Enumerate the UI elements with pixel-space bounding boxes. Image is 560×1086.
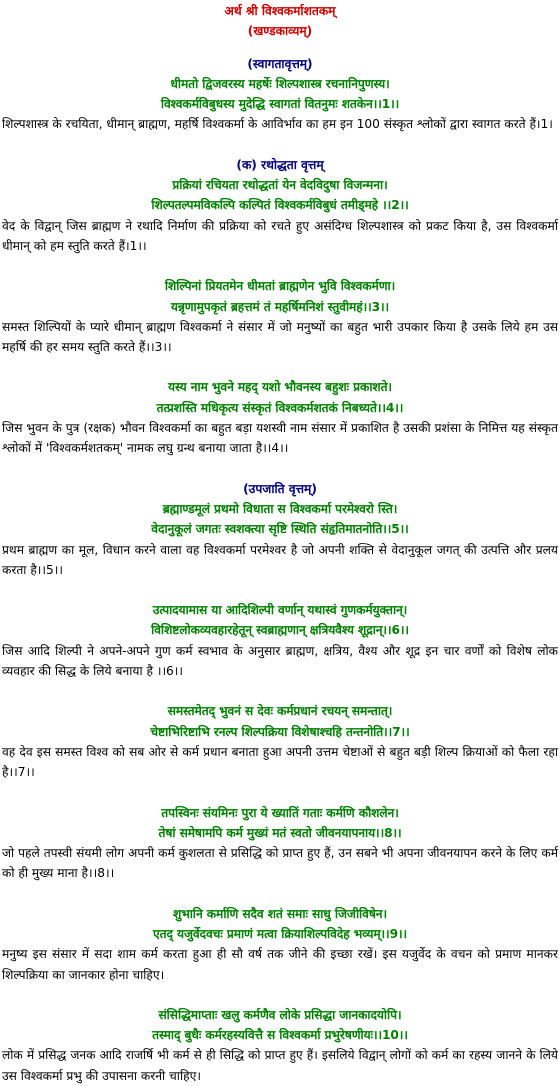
verse-line: विशिष्टलोकव्यवहारहेतून् स्वब्राह्मणान् क्षत्रियवैश्य शूद्रान्।।6।। <box>151 623 409 638</box>
verse-meaning: वेद के विद्वान् जिस ब्राह्मण ने रथादि निर्माण की प्रक्रिया को रचते हुए असंदिग्ध शिल्पशास्त्र को प्रकट किया है, उस विश्वकर्मा धीमान् को हम स्तुति करते हैं।1।। <box>2 218 558 253</box>
verse-line: शुभानि कर्माणि सदैव शतं समाः साधु जिजीविषेन। <box>173 906 387 921</box>
meter-heading: (स्वागतावृत्तम्) <box>247 56 313 71</box>
verse-meaning: जिस भुवन के पुत्र (रक्षक) भौवन विश्वकर्मा का बहुत बड़ा यशस्वी नाम संसार में प्रकाशित है उसकी प्रशंसा के निमित्त यह संस्कृत श्लोकों में 'विश्वकर्मशतकम्' नामक लघु ग्रन्थ बनाया जाता है।।4।। <box>2 421 558 456</box>
verse-line: उत्पादयामास या आदिशिल्पी वर्णान् यथास्वं गुणकर्मयुक्तान्। <box>152 603 408 618</box>
verse-meaning: समस्त शिल्पियों के प्यारे धीमान् ब्राह्मण विश्वकर्मा ने संसार में जो मनुष्यों का बहुत भारी उपकार किया है उसके लिये हम उस महर्षि की हर समय स्तुति करते हैं।।3।। <box>2 319 558 355</box>
meter-heading: (उपजाति वृत्तम्) <box>243 481 317 496</box>
verse-meaning: प्रथम ब्राह्मण का मूल, विधान करने वाला वह विश्वकर्मा परमेश्वर है जो अपनी शक्ति से वेदानुकूल जगत् की उत्पत्ति और प्रलय करता है।।5।। <box>2 542 558 577</box>
verse-line: एतद् यजुर्वेदवचः प्रमाणं मत्वा क्रियाशिल्पविदेह भव्यम्।।9।। <box>152 926 407 941</box>
verse-line: चेष्टाभिरिष्टाभि रनल्प शिल्पक्रिया विशेषाश्चहि तन्तनोति।।7।। <box>150 724 410 739</box>
verse-line: तत्प्रशस्ति मधिकृत्य संस्कृतं विश्वकर्मशतकं निबध्यते।।4।। <box>156 400 404 415</box>
verse-line: शिल्पिनां प्रियतमेन धीमतां ब्राह्मणेन भुवि विश्वकर्मणा। <box>164 279 396 294</box>
verse-line: संसिद्धिमाप्ताः खलु कर्मणैव लोके प्रसिद्धा जानकादयोपि। <box>158 1007 402 1022</box>
verse-line: तस्माद् बुधैः कर्मरहस्यवित्तै स विश्वकर्मा प्रभुरेषणीयः।।10।। <box>152 1028 408 1043</box>
verse-block-7 <box>0 701 560 782</box>
verse-line: वेदानुकूलं जगतः स्वशक्त्या सृष्टि स्थिति संहृतिमातनोति।।5।। <box>151 522 409 537</box>
verse-line: धीमतो द्विजवरस्य महर्षेः शिल्पशास्त्र रचनानिपुणस्य। <box>170 76 390 91</box>
verse-block-8 <box>0 803 560 884</box>
verse-line: समस्तमेतद् भुवनं स देवः कर्मप्रधानं रचयन् समन्तात्। <box>167 704 393 719</box>
document-subtitle: (खण्डकाव्यम्) <box>247 24 313 39</box>
verse-line: ब्रह्माण्डमूलं प्रथमो विधाता स विश्वकर्मा परमेश्वरो स्ति। <box>162 501 398 516</box>
verse-meaning: शिल्पशास्त्र के रचयिता, धीमान् ब्राह्मण, महर्षि विश्वकर्मा के आविर्भाव का हम इन 100 संस्कृत श्लोकों द्वारा स्वागत करते हैं।1। <box>2 117 553 132</box>
verse-block-4 <box>0 377 560 458</box>
verse-line: प्रक्रियां रचियता रथोद्धतां येन वेदविदुषा विजन्मना। <box>172 178 388 193</box>
verse-line: यस्य नाम भुवने महद् यशो भौवनस्य बहुशः प्रकाशते। <box>168 380 392 395</box>
verse-block-2 <box>0 155 560 256</box>
verse-block-5 <box>0 479 560 580</box>
verse-line: विश्वकर्मविबुधस्य मुदेद्धि स्वागतां वितनुमः शतकेन।।1।। <box>160 97 400 112</box>
meter-heading: (क) रथोद्धता वृत्तम् <box>236 157 324 172</box>
verse-meaning: जिस आदि शिल्पी ने अपने-अपने गुण कर्म स्वभाव के अनुसार ब्राह्मण, क्षत्रिय, वैश्य और शूद्र इन चार वर्णों को विशेष लोक व्यवहार की सिद्ध के लिये बनाया है ।।6।। <box>2 643 558 679</box>
verse-block-1 <box>0 54 560 135</box>
verse-meaning: मनुष्य इस संसार में सदा शाम कर्म करता हुआ ही सौ वर्ष तक जीने की इच्छा रखें। इस यजुर्वेद के वचन को प्रमाण मानकर शिल्पक्रिया का जानकार होना चाहिए। <box>2 947 558 982</box>
verse-block-3 <box>0 276 560 357</box>
verse-block-10 <box>0 1005 560 1086</box>
document-title: अर्थ श्री विश्वकर्माशतकम् <box>224 4 336 18</box>
verse-line: तपस्विनः संयमिनः पुरा ये ख्यातिं गताः कर्मणि कौशलेन। <box>161 805 399 820</box>
verse-meaning: लोक में प्रसिद्ध जनक आदि राजर्षि भी कर्म से ही सिद्धि को प्राप्त हुए हैं। इसलिये विद्वान् लोगों को कर्म का रहस्य जानने के लिये उस विश्वकर्मा प्रभु की उपासना करनी चाहिए। <box>2 1048 558 1083</box>
verse-line: यन्नृणामुपकृतं ब्रहत्तमं तं महर्षिमनिशं स्तुवीमहं।।3।। <box>170 299 390 314</box>
verse-meaning: वह देव इस समस्त विश्व को सब ओर से कर्म प्रधान बनाता हुआ अपनी उत्तम चेष्टाओं से बहुत बड़ी शिल्प क्रियाओं को फैला रहा है।।7।। <box>2 744 558 780</box>
verse-line: शिल्पतल्पमविकल्पि कल्पितं विश्वकर्मविबुधं तमीड्महे ।।2।। <box>151 198 409 213</box>
verse-meaning: जो पहले तपस्वी संयमी लोग अपनी कर्म कुशलता से प्रसिद्धि को प्राप्त हुए हैं, उन सबने भी अपना जीवनयापन करने के लिए कर्म को ही मुख्य माना है।।8।। <box>2 846 558 881</box>
verse-block-6 <box>0 600 560 681</box>
verse-block-9 <box>0 904 560 985</box>
verse-line: तेषां समेषामपि कर्म मुख्यं मतं स्वतो जीवनयापनाय।।8।। <box>158 825 402 840</box>
